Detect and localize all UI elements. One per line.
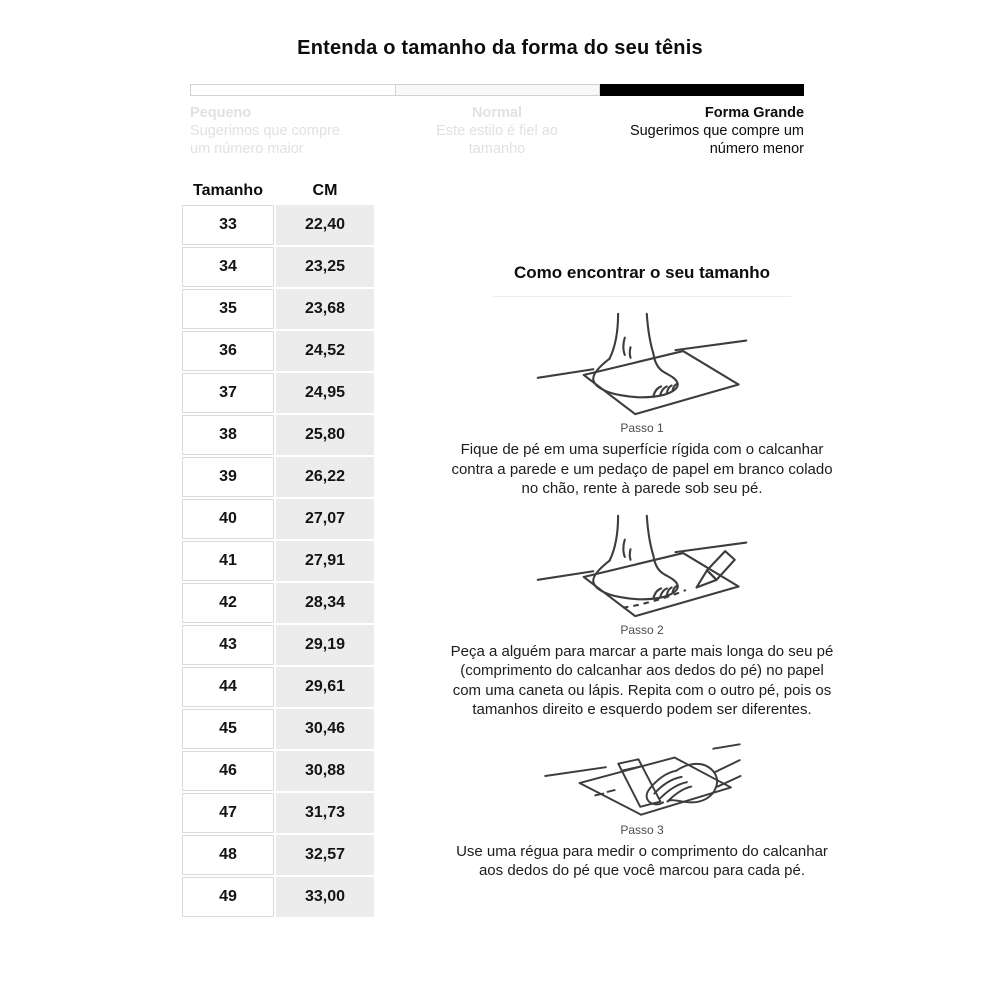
fit-label-description: Sugerimos que compre um número maior [190,123,340,157]
fit-segment-normal [396,84,601,96]
cm-cell: 30,88 [276,751,374,791]
step-3 [450,732,834,881]
table-row [182,667,374,707]
cm-cell: 33,00 [276,877,374,917]
size-cell: 49 [182,877,274,917]
step-label: Passo 1 [620,421,664,435]
table-row [182,793,374,833]
step-text: Peça a alguém para marcar a parte mais longa do seu pé (comprimento do calcanhar aos dedos do pé) no papel com uma caneta ou lápis. Repita com o outro pé, pois os tamanhos direito e esquerdo podem ser diferentes. [450,642,834,718]
cm-cell: 26,22 [276,457,374,497]
table-row [182,709,374,749]
size-cell: 38 [182,415,274,455]
table-row [182,877,374,917]
fit-indicator-bar [190,84,804,96]
fit-indicator-labels [190,104,804,158]
hand-ruler-icon [450,732,834,820]
table-row [182,247,374,287]
fit-label-title: Pequeno [190,105,252,121]
table-row [182,835,374,875]
how-to-section [450,263,834,881]
fit-label-normal [395,104,600,158]
size-table-body [182,205,374,917]
fit-segment-forma-grande [600,84,804,96]
size-cell: 37 [182,373,274,413]
table-row [182,205,374,245]
table-row [182,373,374,413]
size-cell: 35 [182,289,274,329]
cm-cell: 24,52 [276,331,374,371]
cm-cell: 27,91 [276,541,374,581]
size-cell: 36 [182,331,274,371]
fit-label-description: Este estilo é fiel ao tamanho [436,123,558,157]
size-column-header: Tamanho [193,182,263,199]
table-row [182,415,374,455]
foot-marking-pencil-icon [450,511,834,620]
cm-cell: 29,61 [276,667,374,707]
cm-cell: 27,07 [276,499,374,539]
step-1 [450,309,834,499]
size-cell: 41 [182,541,274,581]
cm-cell: 28,34 [276,583,374,623]
cm-cell: 22,40 [276,205,374,245]
size-cell: 42 [182,583,274,623]
cm-cell: 30,46 [276,709,374,749]
fit-segment-pequeno [190,84,396,96]
size-cell: 33 [182,205,274,245]
how-to-heading: Como encontrar o seu tamanho [514,263,770,282]
size-cell: 48 [182,835,274,875]
size-cell: 46 [182,751,274,791]
cm-cell: 23,25 [276,247,374,287]
table-row [182,457,374,497]
cm-cell: 32,57 [276,835,374,875]
size-cell: 40 [182,499,274,539]
cm-column-header: CM [312,182,338,199]
cm-cell: 24,95 [276,373,374,413]
cm-cell: 25,80 [276,415,374,455]
foot-on-paper-icon [450,309,834,418]
size-table [182,182,374,919]
table-row [182,583,374,623]
fit-label-title: Forma Grande [704,105,805,121]
step-2 [450,511,834,720]
step-text: Fique de pé em uma superfície rígida com o calcanhar contra a parede e um pedaço de papel em branco colado no chão, rente à parede sob seu pé. [451,441,833,497]
step-label: Passo 3 [620,822,664,837]
size-cell: 45 [182,709,274,749]
cm-cell: 23,68 [276,289,374,329]
size-cell: 47 [182,793,274,833]
fit-label-title: Normal [472,105,522,121]
size-cell: 43 [182,625,274,665]
table-row [182,625,374,665]
step-text: Use uma régua para medir o comprimento do calcanhar aos dedos do pé que você marcou para cada pé. [456,842,828,879]
size-cell: 34 [182,247,274,287]
size-cell: 44 [182,667,274,707]
section-divider [493,296,791,297]
step-label: Passo 2 [620,622,664,637]
size-table-header [182,182,374,200]
fit-label-forma-grande [599,104,804,158]
table-row [182,541,374,581]
cm-cell: 29,19 [276,625,374,665]
cm-cell: 31,73 [276,793,374,833]
page-title: Entenda o tamanho da forma do seu tênis [297,37,703,59]
fit-label-pequeno [190,104,395,158]
table-row [182,751,374,791]
size-cell: 39 [182,457,274,497]
table-row [182,289,374,329]
table-row [182,499,374,539]
fit-label-description: Sugerimos que compre um número menor [629,123,805,157]
table-row [182,331,374,371]
